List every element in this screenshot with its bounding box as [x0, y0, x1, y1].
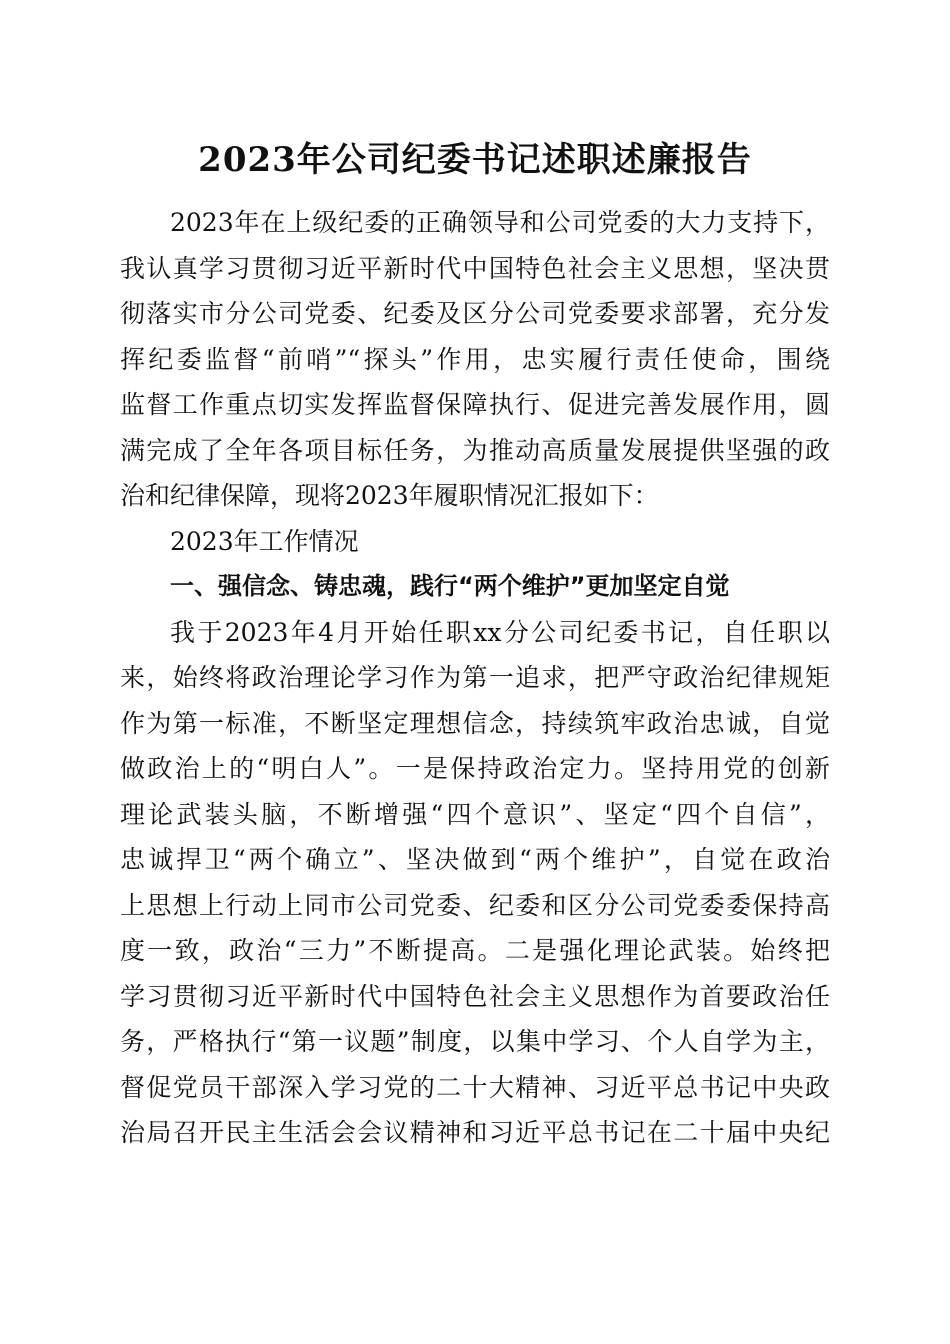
- paragraph-line: 治局召开民主生活会会议精神和习近平总书记在二十届中央纪: [120, 1118, 830, 1147]
- paragraph-line: 我认真学习贯彻习近平新时代中国特色社会主义思想，坚决贯: [120, 253, 830, 283]
- paragraph-line: 务，严格执行“第一议题”制度，以集中学习、个人自学为主，: [120, 1027, 830, 1056]
- paragraph-line: 理论武装头脑，不断增强“四个意识”、坚定“四个自信”，: [120, 799, 830, 829]
- paragraph-line: 督促党员干部深入学习党的二十大精神、习近平总书记中央政: [120, 1072, 830, 1102]
- paragraph-line: 挥纪委监督“前哨”“探头”作用，忠实履行责任使命，围绕: [120, 344, 830, 374]
- document-body: [120, 200, 830, 1156]
- paragraph-line: 我于2023年4月开始任职xx分公司纪委书记，自任职以: [170, 617, 830, 647]
- paragraph-line: 满完成了全年各项目标任务，为推动高质量发展提供坚强的政: [120, 435, 830, 465]
- paragraph-line: 度一致，政治“三力”不断提高。二是强化理论武装。始终把: [120, 936, 830, 965]
- section-label: 2023年工作情况: [170, 526, 359, 556]
- paragraph-line: 2023年在上级纪委的正确领导和公司党委的大力支持下，: [170, 208, 830, 237]
- paragraph-line: 作为第一标准，不断坚定理想信念，持续筑牢政治忠诚，自觉: [120, 708, 830, 738]
- paragraph-line: 学习贯彻习近平新时代中国特色社会主义思想作为首要政治任: [120, 981, 830, 1011]
- paragraph-line: 监督工作重点切实发挥监督保障执行、促进完善发展作用，圆: [120, 390, 830, 419]
- paragraph-line: 做政治上的“明白人”。一是保持政治定力。坚持用党的创新: [120, 754, 830, 783]
- paragraph-line: 忠诚捍卫“两个确立”、坚决做到“两个维护”，自觉在政治: [120, 845, 830, 874]
- paragraph-line: 治和纪律保障，现将2023年履职情况汇报如下：: [120, 481, 659, 510]
- paragraph-line: 来，始终将政治理论学习作为第一追求，把严守政治纪律规矩: [120, 663, 830, 692]
- document-title: 2023年公司纪委书记述职述廉报告: [198, 140, 752, 180]
- paragraph-line: 彻落实市分公司党委、纪委及区分公司党委要求部署，充分发: [120, 299, 830, 328]
- section-heading: 一、强信念、铸忠魂，践行“两个维护”更加坚定自觉: [170, 572, 730, 600]
- paragraph-line: 上思想上行动上同市公司党委、纪委和区分公司党委委保持高: [120, 890, 830, 920]
